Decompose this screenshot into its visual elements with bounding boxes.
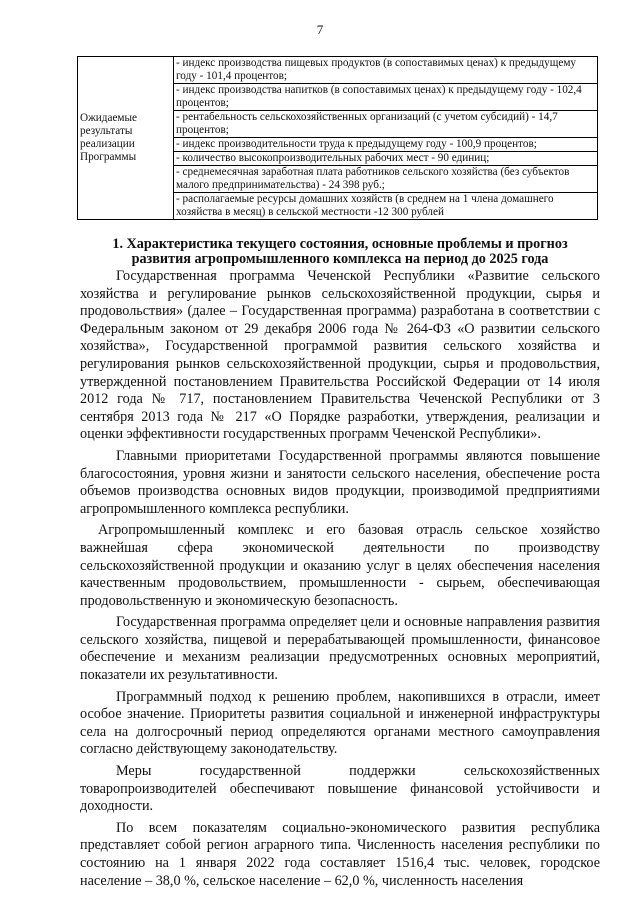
indicator-item: - рентабельность сельскохозяйственных организаций (с учетом субсидий) - 14,7 процентов; [174, 110, 597, 137]
paragraph: Агропромышленный комплекс и его базовая отрасль сельское хозяйство важнейшая сфера экономической деятельности по производству сельскохозяйственной продукции и оказанию услуг в целях обеспечения населения качественным продовольствием, промышленности - сырьем, обеспечивающая продовольственную и экономическую безопасность. [80, 522, 600, 609]
expected-results-table [77, 56, 598, 220]
paragraph: По всем показателям социально-экономического развития республика представляет собой регион аграрного типа. Численность населения республики по состоянию на 1 января 2022 года составляет 1516,4 тыс. человек, городское население – 38,0 %, сельское население – 62,0 %, численность населения [80, 819, 600, 889]
indicator-item: - индекс производительности труда к предыдущему году - 100,9 процентов; [174, 137, 597, 151]
label-line: реализации [80, 138, 135, 150]
table-row [78, 57, 598, 220]
indicator-item: - индекс производства напитков (в сопоставимых ценах) к предыдущему году - 102,4 процентов; [174, 83, 597, 110]
indicator-item: - располагаемые ресурсы домашних хозяйств (в среднем на 1 члена домашнего хозяйства в месяц) в сельской местности -12 300 рублей [174, 192, 597, 219]
label-line: Ожидаемые [80, 112, 137, 124]
section-heading [80, 237, 600, 267]
table-label-cell [78, 57, 174, 220]
paragraph: Программный подход к решению проблем, накопившихся в отрасли, имеет особое значение. Приоритеты развития социальной и инженерной инфраструктуры села на долгосрочный период определяются органами местного самоуправления согласно действующему законодательству. [80, 688, 600, 758]
indicator-item: - индекс производства пищевых продуктов (в сопоставимых ценах) к предыдущему году - 101,4 процентов; [176, 57, 576, 82]
indicator-item: - количество высокопроизводительных рабочих мест - 90 единиц; [174, 151, 597, 165]
page-number: 7 [316, 22, 324, 37]
paragraph: Государственная программа определяет цели и основные направления развития сельского хозяйства, пищевой и перерабатывающей промышленности, финансовое обеспечение и механизм реализации предусмотренных основных мероприятий, показатели их результативности. [80, 614, 600, 684]
label-line: результаты [80, 125, 133, 137]
paragraph: Государственная программа Чеченской Республики «Развитие сельского хозяйства и регулирование рынков сельскохозяйственной продукции, сырья и продовольствия» (далее – Государственная программа) разработана в соответствии с Федеральным законом от 29 декабря 2006 года № 264-ФЗ «О развитии сельского хозяйства», Государственной программой развития сельского хозяйства и регулирования рынков сельскохозяйственной продукции, сырья и продовольствия, утвержденной постановлением Правительства Российской Федерации от 14 июля 2012 года № 717, постановлением Правительства Чеченской Республики от 3 сентября 2013 года № 217 «О Порядке разработки, утверждения, реализации и оценки эффективности государственных программ Чеченской Республики». [80, 268, 600, 443]
heading-line: развития агропромышленного комплекса на период до 2025 года [131, 251, 549, 267]
paragraph: Меры государственной поддержки сельскохозяйственных товаропроизводителей обеспечивают повышение финансовой устойчивости и доходности. [80, 763, 600, 815]
paragraph: Главными приоритетами Государственной программы являются повышение благосостояния, уровня жизни и занятости сельского населения, обеспечение роста объемов производства основных видов продукции, производимой предприятиями агропромышленного комплекса республики. [80, 447, 600, 517]
section-body [80, 268, 600, 894]
indicator-item: - среднемесячная заработная плата работников сельского хозяйства (без субъектов малого предпринимательства) - 24 398 руб.; [174, 165, 597, 192]
table-values-cell [174, 57, 598, 220]
label-line: Программы [80, 151, 137, 163]
heading-line: 1. Характеристика текущего состояния, основные проблемы и прогноз [112, 236, 568, 252]
